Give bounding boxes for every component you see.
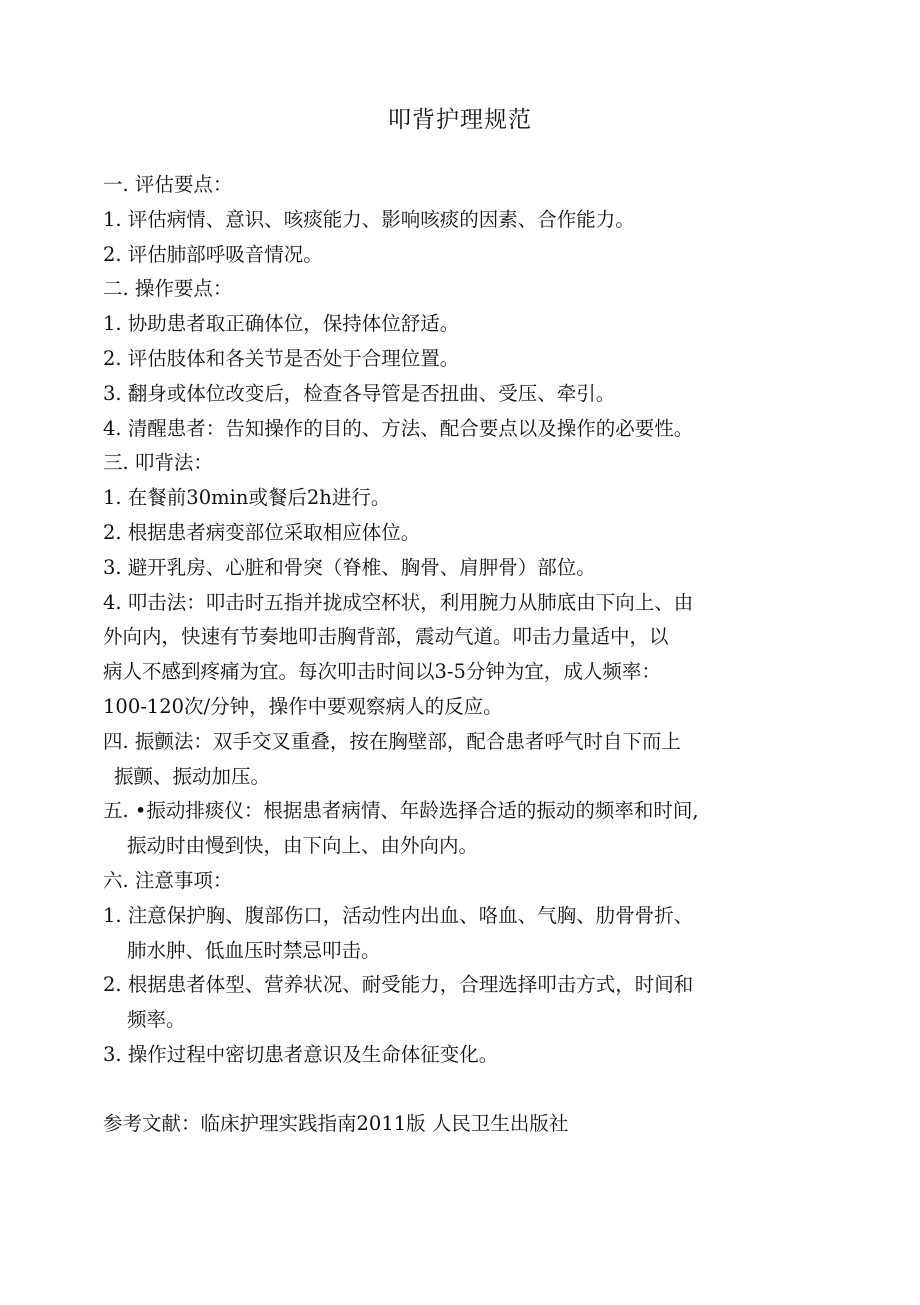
list-item: 4. 清醒患者：告知操作的目的、方法、配合要点以及操作的必要性。 <box>103 416 694 440</box>
section-heading-precautions: 六. 注意事项： <box>103 868 233 892</box>
spacer <box>103 1073 803 1107</box>
section-heading-percussion: 三. 叩背法： <box>103 451 213 475</box>
list-item: 3. 操作过程中密切患者意识及生命体征变化。 <box>103 1042 499 1066</box>
list-item: 2. 评估肢体和各关节是否处于合理位置。 <box>103 346 460 370</box>
section-heading-vibration: 四. 振颤法：双手交叉重叠，按在胸壁部，配合患者呼气时自下而上 <box>103 729 681 753</box>
list-item: 1. 在餐前30min或餐后2h进行。 <box>103 486 391 510</box>
list-item: 2. 根据患者体型、营养状况、耐受能力，合理选择叩击方式，时间和 <box>103 973 694 997</box>
list-item: 3. 翻身或体位改变后，检查各导管是否扭曲、受压、牵引。 <box>103 381 616 405</box>
list-item: 1. 协助患者取正确体位，保持体位舒适。 <box>103 312 460 336</box>
list-item-continuation: 振动时由慢到快，由下向上、由外向内。 <box>127 834 479 858</box>
list-item: 2. 评估肺部呼吸音情况。 <box>103 242 323 266</box>
list-item-continuation: 病人不感到疼痛为宜。每次叩击时间以3-5分钟为宜，成人频率： <box>103 660 661 684</box>
section-heading-assessment: 一. 评估要点： <box>103 173 233 196</box>
list-item-continuation: 振颤、振动加压。 <box>114 764 271 788</box>
document-title: 叩背护理规范 <box>388 107 532 133</box>
list-item: 1. 评估病情、意识、咳痰能力、影响咳痰的因素、合作能力。 <box>103 207 635 231</box>
list-item: 1. 注意保护胸、腹部伤口，活动性内出血、咯血、气胸、肋骨骨折、 <box>103 903 694 927</box>
list-item-continuation: 频率。 <box>127 1008 186 1032</box>
list-item-continuation: 100-120次/分钟，操作中要观察病人的反应。 <box>103 694 503 718</box>
list-item-continuation: 外向内，快速有节奏地叩击胸背部，震动气道。叩击力量适中，以 <box>103 625 669 649</box>
list-item: 3. 避开乳房、心脏和骨突（脊椎、胸骨、肩胛骨）部位。 <box>103 555 596 579</box>
section-heading-operation: 二. 操作要点： <box>103 277 233 301</box>
list-item: 4. 叩击法：叩击时五指并拢成空杯状，利用腕力从肺底由下向上、由 <box>103 590 694 614</box>
document-body <box>103 168 803 1142</box>
reference-line: 参考文献：临床护理实践指南2011版 人民卫生出版社 <box>103 1111 569 1135</box>
list-item: 2. 根据患者病变部位采取相应体位。 <box>103 520 421 544</box>
section-heading-vibration-device: 五. •振动排痰仪：根据患者病情、年龄选择合适的振动的频率和时间, <box>103 799 699 823</box>
list-item-continuation: 肺水肿、低血压时禁忌叩击。 <box>127 938 381 962</box>
